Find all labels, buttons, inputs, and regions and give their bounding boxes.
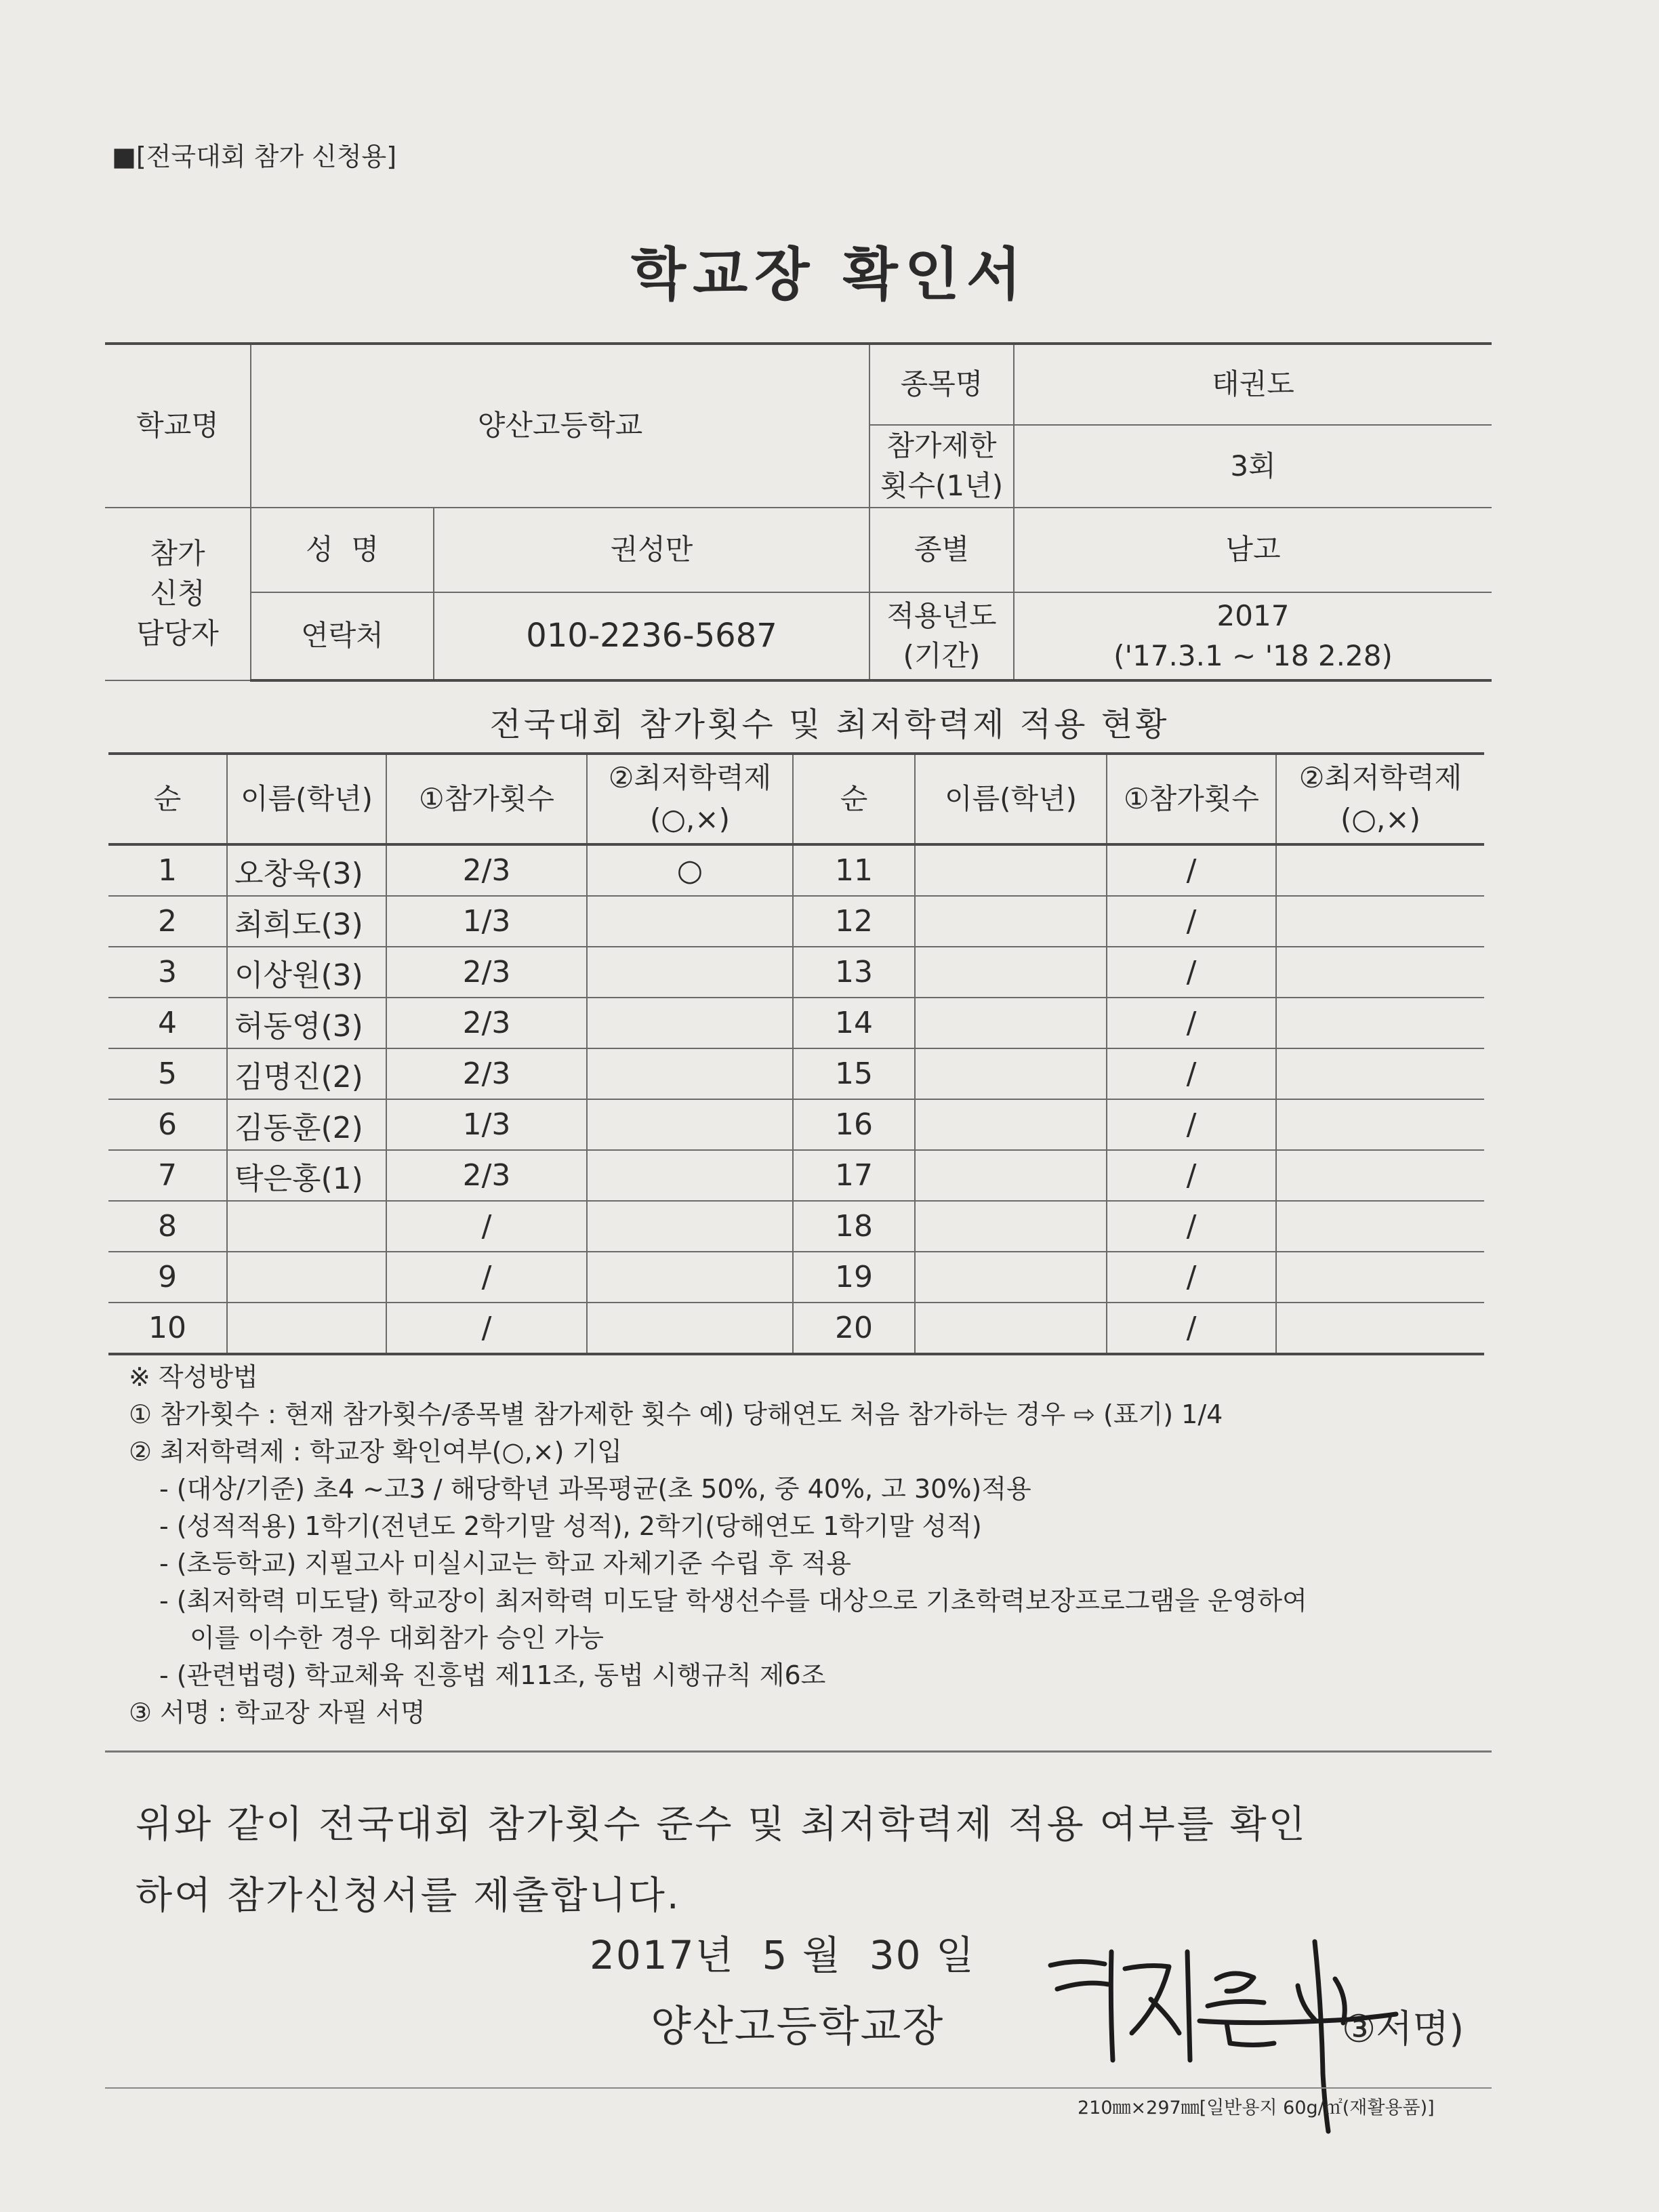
row-number: 8 — [108, 1201, 227, 1252]
row-number: 17 — [793, 1150, 915, 1201]
instruction-line: ③ 서명 : 학교장 자필 서명 — [129, 1698, 426, 1727]
signature-date: 2017년 5 월 30 일 — [590, 1932, 976, 1978]
person-name-label: 성 명 — [251, 508, 434, 592]
student-name — [915, 1252, 1107, 1303]
participation-count: / — [1107, 947, 1276, 998]
min-grade-check — [1276, 1201, 1484, 1252]
table-row — [108, 1048, 1484, 1099]
participation-count: / — [386, 1252, 587, 1303]
min-grade-check — [587, 1048, 793, 1099]
paper-size-note: 210㎜×297㎜[일반용지 60g/㎡(재활용품)] — [1078, 2097, 1435, 2118]
student-name — [915, 896, 1107, 947]
writing-instructions — [129, 1359, 1498, 1732]
phone-label: 연락처 — [251, 592, 434, 680]
form-type-label: ■[전국대회 참가 신청용] — [112, 142, 397, 171]
participation-count: 2/3 — [386, 998, 587, 1048]
min-grade-check — [1276, 998, 1484, 1048]
row-number: 20 — [793, 1303, 915, 1354]
contact-person-label-line1: 참가 — [150, 537, 205, 571]
notes-divider — [105, 1750, 1492, 1753]
participation-count: / — [1107, 1150, 1276, 1201]
section-title: 전국대회 참가횟수 및 최저학력제 적용 현황 — [489, 705, 1170, 743]
min-grade-check — [1276, 844, 1484, 896]
min-grade-check — [587, 1252, 793, 1303]
student-name: 허동영(3) — [227, 998, 386, 1048]
declaration-line1: 위와 같이 전국대회 참가횟수 준수 및 최저학력제 적용 여부를 확인 — [136, 1803, 1307, 1847]
row-number: 3 — [108, 947, 227, 998]
student-name — [227, 1201, 386, 1252]
applicable-year-label-line2: (기간) — [903, 638, 981, 672]
applicable-year-value-line1: 2017 — [1216, 598, 1290, 632]
participation-count: / — [1107, 1048, 1276, 1099]
participation-limit-value: 3회 — [1014, 425, 1492, 508]
page-title: 학교장 확인서 — [630, 241, 1029, 308]
min-grade-check — [587, 1303, 793, 1354]
student-name: 오창욱(3) — [227, 844, 386, 896]
row-number: 14 — [793, 998, 915, 1048]
min-grade-check — [587, 1201, 793, 1252]
participation-count: 2/3 — [386, 1048, 587, 1099]
row-number: 6 — [108, 1099, 227, 1150]
header-min-grade-2 — [1276, 754, 1484, 844]
min-grade-check — [1276, 1099, 1484, 1150]
table-body — [108, 844, 1484, 1354]
row-number: 5 — [108, 1048, 227, 1099]
row-number: 12 — [793, 896, 915, 947]
row-number: 4 — [108, 998, 227, 1048]
participation-count: / — [1107, 1201, 1276, 1252]
header-name-2: 이름(학년) — [915, 754, 1107, 844]
instruction-line: ① 참가횟수 : 현재 참가횟수/종목별 참가제한 횟수 예) 당해연도 처음 참가하는 경우 ⇨ (표기) 1/4 — [129, 1399, 1223, 1429]
participation-count: / — [1107, 1303, 1276, 1354]
instruction-line: ※ 작성방법 — [129, 1362, 258, 1392]
table-row — [108, 1201, 1484, 1252]
applicable-year-value-line2: ('17.3.1 ~ '18 2.28) — [1113, 638, 1393, 672]
participation-count: / — [386, 1201, 587, 1252]
instruction-line: 이를 이수한 경우 대회참가 승인 가능 — [190, 1623, 605, 1653]
min-grade-check — [587, 896, 793, 947]
row-number: 10 — [108, 1303, 227, 1354]
participation-limit-label-line1: 참가제한 — [886, 429, 997, 463]
row-number: 16 — [793, 1099, 915, 1150]
instruction-line: - (성적적용) 1학기(전년도 2학기말 성적), 2학기(당해연도 1학기말 성적) — [159, 1511, 982, 1541]
min-grade-check — [1276, 1303, 1484, 1354]
min-grade-check — [587, 998, 793, 1048]
category-value: 남고 — [1014, 508, 1492, 592]
header-min-grade-2-line1: ②최저학력제 — [1298, 761, 1462, 795]
applicable-year-label-line1: 적용년도 — [886, 598, 997, 632]
principal-title: 양산고등학교장 — [651, 2001, 945, 2051]
min-grade-check — [1276, 1252, 1484, 1303]
table-row — [108, 998, 1484, 1048]
table-row — [108, 1150, 1484, 1201]
min-grade-check: ○ — [587, 844, 793, 896]
school-name-label: 학교명 — [105, 344, 251, 508]
student-name — [915, 1150, 1107, 1201]
header-no: 순 — [108, 754, 227, 844]
header-min-grade — [587, 754, 793, 844]
student-name — [915, 947, 1107, 998]
table-row — [108, 844, 1484, 896]
min-grade-check — [1276, 947, 1484, 998]
student-name — [915, 998, 1107, 1048]
student-name — [915, 844, 1107, 896]
school-name-value: 양산고등학교 — [251, 344, 869, 508]
school-info-table — [105, 342, 1492, 682]
student-name: 탁은홍(1) — [227, 1150, 386, 1201]
instruction-line: - (최저학력 미도달) 학교장이 최저학력 미도달 학생선수를 대상으로 기초학력보장프로그램을 운영하여 — [159, 1586, 1307, 1616]
table-header-row — [108, 754, 1484, 844]
participation-limit-label — [869, 425, 1014, 508]
category-label: 종별 — [869, 508, 1014, 592]
table-row — [108, 896, 1484, 947]
student-name: 이상원(3) — [227, 947, 386, 998]
applicable-year-value — [1014, 592, 1492, 680]
header-count-2: ①참가횟수 — [1107, 754, 1276, 844]
instruction-line: ② 최저학력제 : 학교장 확인여부(○,×) 기입 — [129, 1437, 622, 1467]
row-number: 19 — [793, 1252, 915, 1303]
participation-count: 1/3 — [386, 1099, 587, 1150]
row-number: 7 — [108, 1150, 227, 1201]
participation-count: / — [1107, 1099, 1276, 1150]
student-name — [915, 1048, 1107, 1099]
row-number: 9 — [108, 1252, 227, 1303]
participation-count: / — [1107, 844, 1276, 896]
header-no-2: 순 — [793, 754, 915, 844]
row-number: 18 — [793, 1201, 915, 1252]
participation-table — [108, 752, 1484, 1355]
student-name — [915, 1303, 1107, 1354]
row-number: 15 — [793, 1048, 915, 1099]
participation-count: 2/3 — [386, 844, 587, 896]
header-count: ①참가횟수 — [386, 754, 587, 844]
declaration-line2: 하여 참가신청서를 제출합니다. — [136, 1874, 681, 1918]
participation-limit-label-line2: 횟수(1년) — [880, 469, 1004, 502]
participation-count: 2/3 — [386, 947, 587, 998]
instruction-line: - (대상/기준) 초4 ~고3 / 해당학년 과목평균(초 50%, 중 40%, 고 30%)적용 — [159, 1474, 1031, 1504]
header-min-grade-line2: (○,×) — [650, 802, 730, 836]
row-number: 11 — [793, 844, 915, 896]
instruction-line: - (초등학교) 지필고사 미실시교는 학교 자체기준 수립 후 적용 — [159, 1549, 851, 1578]
min-grade-check — [587, 1150, 793, 1201]
row-number: 1 — [108, 844, 227, 896]
participation-count: / — [1107, 998, 1276, 1048]
row-number: 2 — [108, 896, 227, 947]
participation-count: / — [1107, 896, 1276, 947]
header-min-grade-line1: ②최저학력제 — [608, 761, 772, 795]
min-grade-check — [1276, 896, 1484, 947]
instruction-line: - (관련법령) 학교체육 진흥법 제11조, 동법 시행규칙 제6조 — [159, 1660, 826, 1690]
sport-label: 종목명 — [869, 344, 1014, 425]
student-name: 김동훈(2) — [227, 1099, 386, 1150]
applicable-year-label — [869, 592, 1014, 680]
min-grade-check — [1276, 1150, 1484, 1201]
header-min-grade-2-line2: (○,×) — [1340, 802, 1420, 836]
table-row — [108, 1303, 1484, 1354]
min-grade-check — [587, 1099, 793, 1150]
participation-count: / — [1107, 1252, 1276, 1303]
table-row — [108, 1099, 1484, 1150]
student-name: 김명진(2) — [227, 1048, 386, 1099]
table-row — [108, 1252, 1484, 1303]
header-name: 이름(학년) — [227, 754, 386, 844]
contact-person-label-line3: 담당자 — [136, 616, 219, 650]
student-name — [915, 1099, 1107, 1150]
contact-person-label — [105, 508, 251, 680]
student-name: 최희도(3) — [227, 896, 386, 947]
student-name — [227, 1303, 386, 1354]
participation-count: / — [386, 1303, 587, 1354]
participation-count: 1/3 — [386, 896, 587, 947]
sport-value: 태권도 — [1014, 344, 1492, 425]
student-name — [915, 1201, 1107, 1252]
phone-value: 010-2236-5687 — [434, 592, 869, 680]
contact-person-label-line2: 신청 — [150, 577, 205, 611]
person-name-value: 권성만 — [434, 508, 869, 592]
signature-mark-label: ③서명) — [1342, 2007, 1465, 2051]
student-name — [227, 1252, 386, 1303]
min-grade-check — [587, 947, 793, 998]
min-grade-check — [1276, 1048, 1484, 1099]
participation-count: 2/3 — [386, 1150, 587, 1201]
table-row — [108, 947, 1484, 998]
footer-divider — [105, 2087, 1492, 2089]
row-number: 13 — [793, 947, 915, 998]
